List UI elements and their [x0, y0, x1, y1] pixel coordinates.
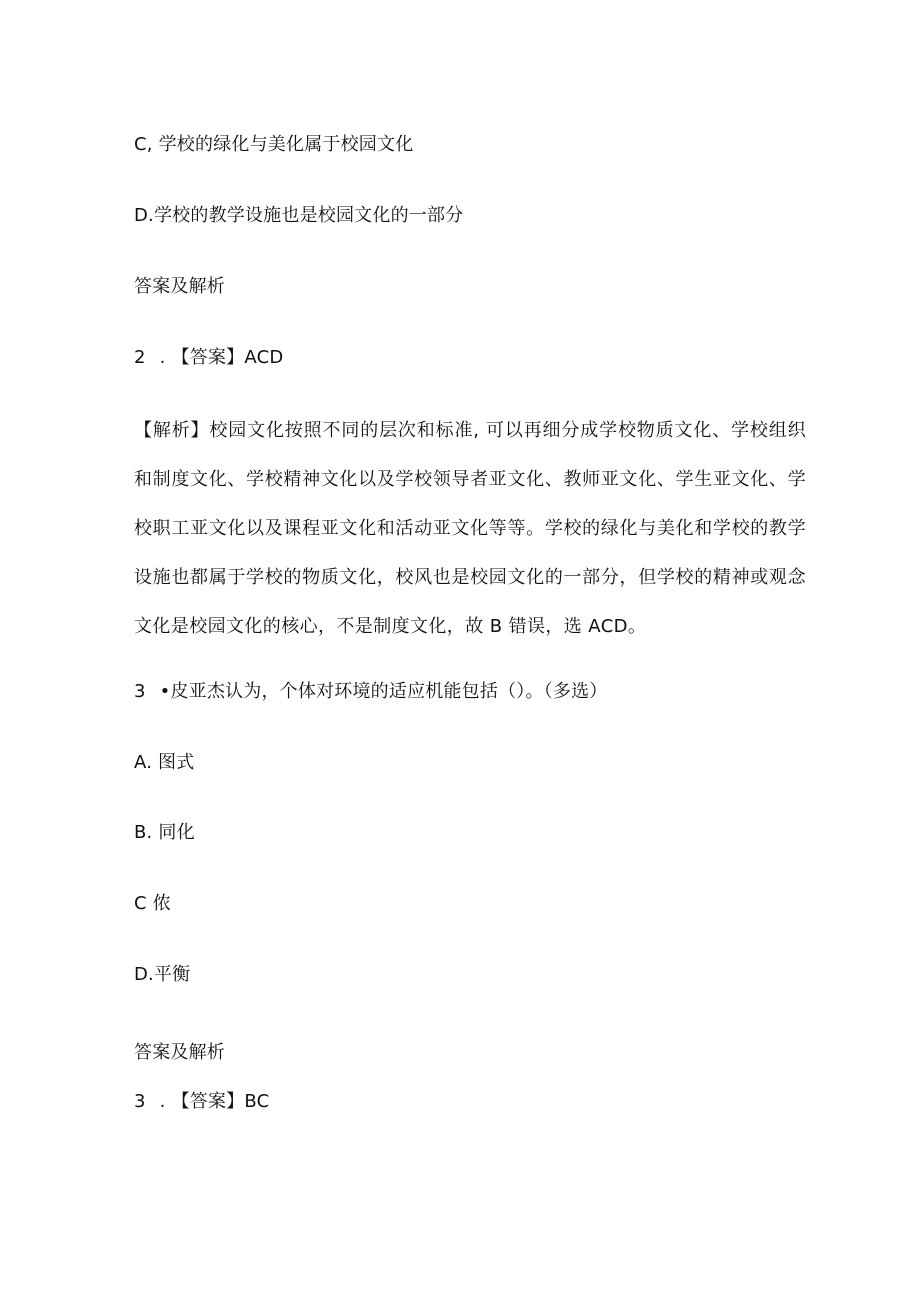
q3-answer-dot: . [159, 1091, 166, 1112]
q3-question-number: 3 [134, 681, 146, 702]
q2-answer-dot: . [159, 347, 166, 368]
q2-option-d: D.学校的教学设施也是校园文化的一部分 [134, 205, 464, 226]
q3-answer-section-label: 答案及解析 [134, 1042, 225, 1063]
q3-answer-line [134, 1089, 269, 1115]
q3-option-c: C 侬 [134, 893, 171, 914]
q3-option-d: D.平衡 [134, 964, 191, 985]
q3-option-a: A. 图式 [134, 752, 195, 773]
q2-answer-number: 2 [134, 347, 146, 368]
q3-question-line [134, 679, 607, 705]
q2-answer-text: 【答案】ACD [171, 347, 284, 368]
q2-answer-line [134, 345, 283, 371]
q3-question-text: •皮亚杰认为，个体对环境的适应机能包括（）。（多选） [159, 681, 608, 702]
q3-option-b: B. 同化 [134, 822, 195, 843]
q2-analysis-paragraph: 【解析】校园文化按照不同的层次和标准, 可以再细分成学校物质文化、学校组织和制度文化、学校精神文化以及学校领导者亚文化、教师亚文化、学生亚文化、学校职工亚文化以及课程亚文化和活动亚文化等等。学校的绿化与美化和学校的教学设施也都属于学校的物质文化，校风也是校园文化的一部分，但学校的精神或观念文化是校园文化的核心，不是制度文化，故 B 错误，选 ACD。 [134, 420, 806, 637]
q3-answer-number: 3 [134, 1091, 146, 1112]
q2-answer-section-label: 答案及解析 [134, 276, 225, 297]
q2-option-c: C, 学校的绿化与美化属于校园文化 [134, 134, 414, 155]
q3-answer-text: 【答案】BC [171, 1091, 270, 1112]
